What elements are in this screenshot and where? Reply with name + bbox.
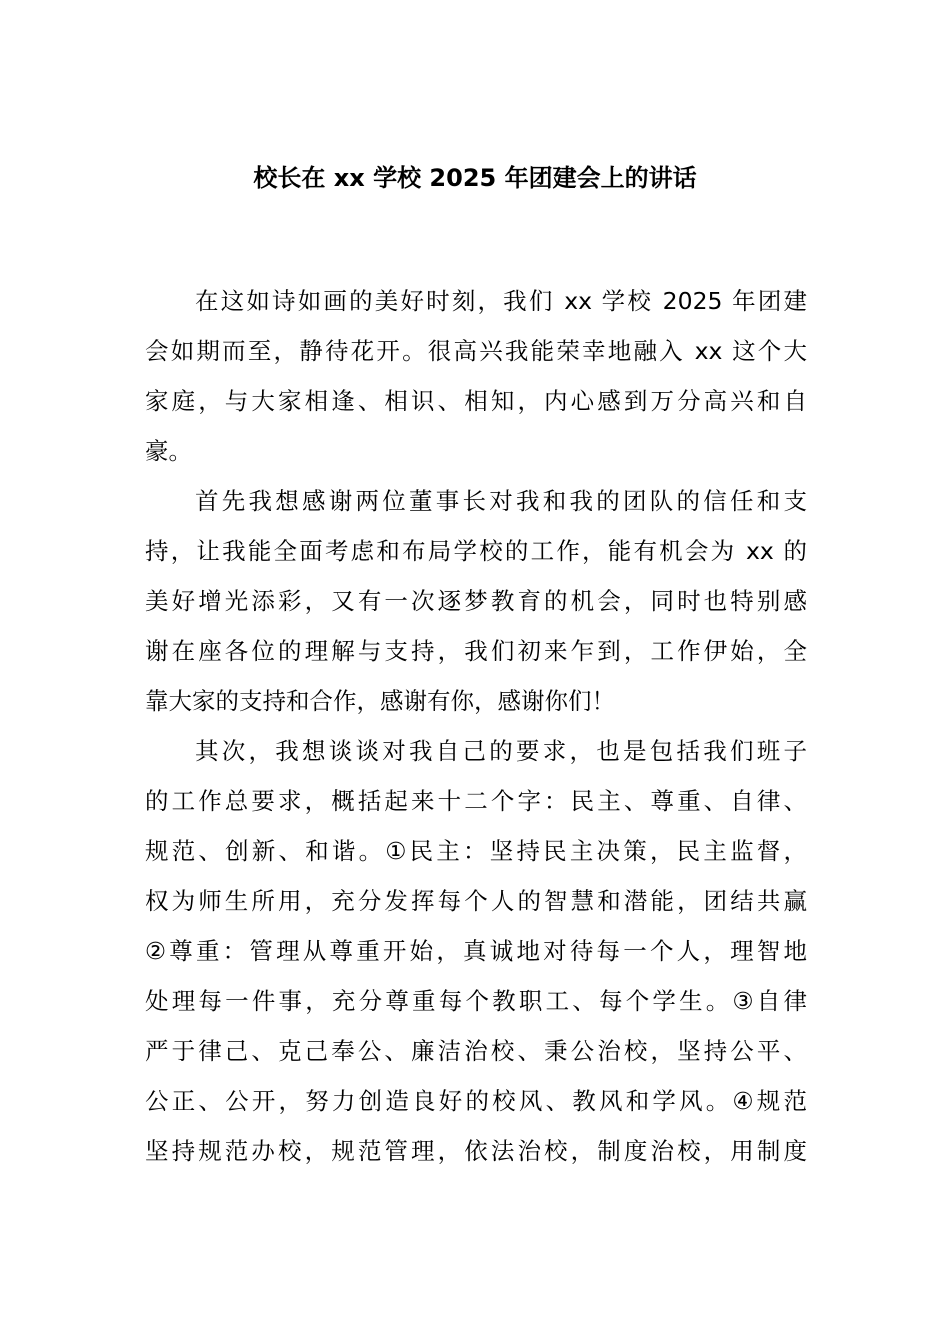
body-line: 严于律己、克己奉公、廉洁治校、秉公治校，坚持公平、 bbox=[145, 1037, 807, 1065]
body-line: 会如期而至，静待花开。很高兴我能荣幸地融入 xx 这个大 bbox=[145, 337, 807, 365]
body-line: 处理每一件事，充分尊重每个教职工、每个学生。③自律 bbox=[145, 987, 807, 1015]
body-line: 坚持规范办校，规范管理，依法治校，制度治校，用制度 bbox=[145, 1137, 807, 1165]
body-line: 持，让我能全面考虑和布局学校的工作，能有机会为 xx 的 bbox=[145, 537, 807, 565]
document-body bbox=[145, 276, 807, 1176]
body-line: 家庭，与大家相逢、相识、相知，内心感到万分高兴和自 bbox=[145, 387, 807, 415]
body-line: 在这如诗如画的美好时刻，我们 xx 学校 2025 年团建 bbox=[195, 287, 807, 315]
body-line: 其次，我想谈谈对我自己的要求，也是包括我们班子 bbox=[195, 737, 807, 765]
body-line: 谢在座各位的理解与支持，我们初来乍到，工作伊始，全 bbox=[145, 637, 807, 665]
body-line: ②尊重：管理从尊重开始，真诚地对待每一个人，理智地 bbox=[145, 937, 807, 965]
body-line: 公正、公开，努力创造良好的校风、教风和学风。④规范 bbox=[145, 1087, 807, 1115]
document-title: 校长在 xx 学校 2025 年团建会上的讲话 bbox=[253, 164, 697, 192]
body-line: 靠大家的支持和合作，感谢有你，感谢你们！ bbox=[145, 687, 615, 715]
body-line: 权为师生所用，充分发挥每个人的智慧和潜能，团结共赢 bbox=[145, 887, 807, 915]
body-line: 规范、创新、和谐。①民主：坚持民主决策，民主监督， bbox=[145, 837, 807, 865]
body-line: 首先我想感谢两位董事长对我和我的团队的信任和支 bbox=[195, 487, 807, 515]
body-line: 豪。 bbox=[145, 437, 192, 465]
body-line: 美好增光添彩，又有一次逐梦教育的机会，同时也特别感 bbox=[145, 587, 807, 615]
body-line: 的工作总要求，概括起来十二个字：民主、尊重、自律、 bbox=[145, 787, 807, 815]
